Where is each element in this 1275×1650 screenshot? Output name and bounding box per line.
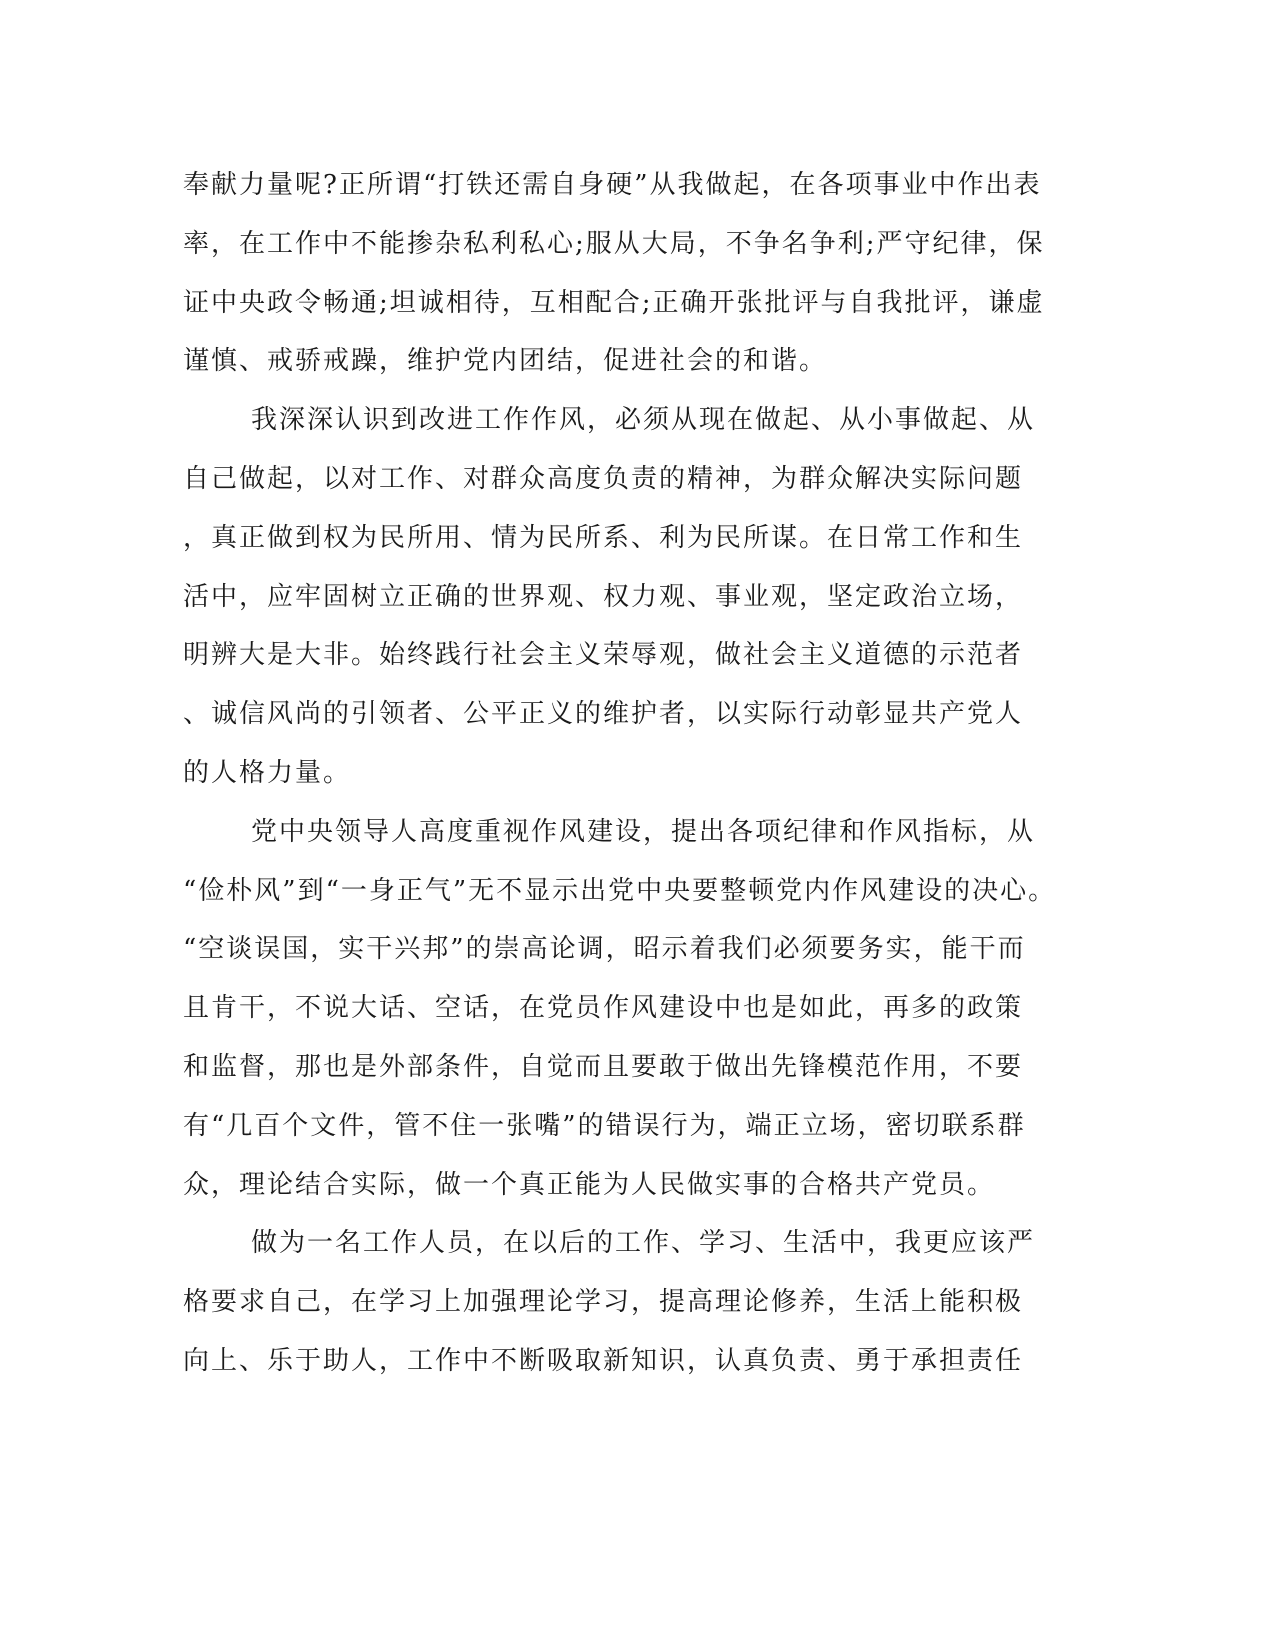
- paragraph-2-line-1: 我深深认识到改进工作作风，必须从现在做起、从小事做起、从: [251, 405, 1036, 436]
- paragraph-4-line-2: 格要求自己，在学习上加强理论学习，提高理论修养，生活上能积极: [183, 1287, 1024, 1318]
- paragraph-1-line-1: 奉献力量呢?正所谓“打铁还需自身硬”从我做起，在各项事业中作出表: [183, 170, 1042, 200]
- paragraph-3-line-3: “空谈误国，实干兴邦”的崇高论调，昭示着我们必须要务实，能干而: [183, 934, 1026, 965]
- paragraph-3-line-2: “俭朴风”到“一身正气”无不显示出党中央要整顿党内作风建设的决心。: [183, 875, 1057, 906]
- paragraph-3-line-1: 党中央领导人高度重视作风建设，提出各项纪律和作风指标，从: [251, 816, 1036, 847]
- paragraph-1-line-3: 证中央政令畅通;坦诚相待，互相配合;正确开张批评与自我批评，谦虚: [183, 287, 1045, 318]
- paragraph-3-line-6: 有“几百个文件，管不住一张嘴”的错误行为，端正立场，密切联系群: [183, 1110, 1026, 1141]
- paragraph-4-line-1: 做为一名工作人员，在以后的工作、学习、生活中，我更应该严: [251, 1228, 1036, 1259]
- paragraph-2-line-5: 明辨大是大非。始终践行社会主义荣辱观，做社会主义道德的示范者: [183, 640, 1024, 671]
- paragraph-3-line-5: 和监督，那也是外部条件，自觉而且要敢于做出先锋模范作用，不要: [183, 1051, 1024, 1082]
- paragraph-1-line-4: 谨慎、戒骄戒躁，维护党内团结，促进社会的和谐。: [183, 346, 828, 377]
- paragraph-2-line-4: 活中，应牢固树立正确的世界观、权力观、事业观，坚定政治立场，: [183, 581, 1024, 612]
- paragraph-1-line-2: 率，在工作中不能掺杂私利私心;服从大局，不争名争利;严守纪律，保: [183, 228, 1045, 259]
- document-body: [183, 156, 1063, 1391]
- paragraph-2-line-2: 自己做起，以对工作、对群众高度负责的精神，为群众解决实际问题: [183, 463, 1024, 494]
- paragraph-3-line-7: 众，理论结合实际，做一个真正能为人民做实事的合格共产党员。: [183, 1169, 996, 1200]
- paragraph-3-line-4: 且肯干，不说大话、空话，在党员作风建设中也是如此，再多的政策: [183, 993, 1024, 1024]
- paragraph-2-line-6: 、诚信风尚的引领者、公平正义的维护者，以实际行动彰显共产党人: [183, 699, 1024, 730]
- paragraph-4-line-3: 向上、乐于助人，工作中不断吸取新知识，认真负责、勇于承担责任: [183, 1345, 1024, 1376]
- paragraph-2-line-3: ，真正做到权为民所用、情为民所系、利为民所谋。在日常工作和生: [183, 522, 1024, 553]
- paragraph-2-line-7: 的人格力量。: [183, 757, 352, 788]
